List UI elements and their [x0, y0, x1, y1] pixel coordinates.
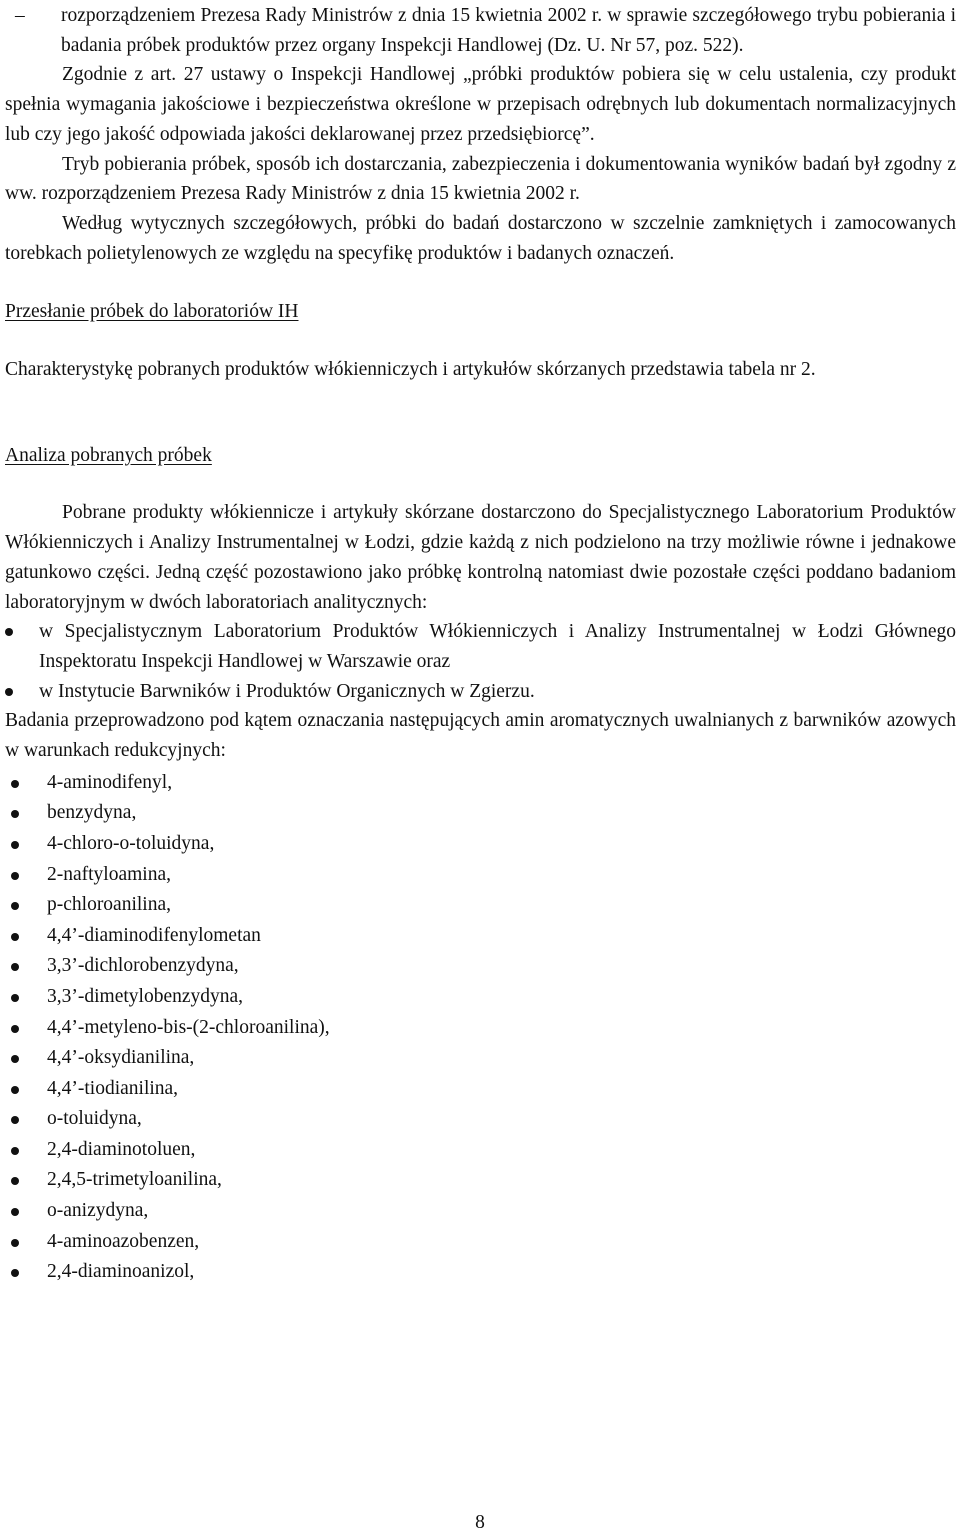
paragraph-badania: Badania przeprowadzono pod kątem oznaczania następujących amin aromatycznych uwalnianych z barwników azowych w warunkach redukcyjnych: [5, 710, 956, 762]
bullet-icon [11, 1055, 19, 1063]
amine-name: 4-chloro-o-toluidyna, [47, 832, 215, 854]
intro-list-item [5, 1, 956, 60]
bullet-icon [11, 780, 19, 788]
amine-item [5, 1257, 956, 1288]
dash-marker: – [15, 5, 25, 26]
laboratories-list [5, 617, 956, 706]
document-page [5, 0, 956, 1288]
lab-item-text: w Instytucie Barwników i Produktów Organicznych w Zgierzu. [39, 680, 535, 702]
amine-item [5, 1074, 956, 1105]
amine-name: 4-aminoazobenzen, [47, 1230, 200, 1252]
bullet-icon [11, 810, 19, 818]
amine-name: 3,3’-dimetylobenzydyna, [47, 985, 244, 1007]
amine-item [5, 982, 956, 1013]
paragraph-zgodnie: Zgodnie z art. 27 ustawy o Inspekcji Handlowej „próbki produktów pobiera się w celu ustalenia, czy produkt spełnia wymagania jakościowe i bezpieczeństwa określone w przepisach odrębnych lub dokumentach normalizacyjnych lub czy jego jakość odpowiada jakości deklarowanej przez przedsiębiorcę”. [5, 64, 956, 145]
bullet-icon [11, 872, 19, 880]
amine-name: 4-aminodifenyl, [47, 771, 173, 793]
amine-name: 2,4-diaminotoluen, [47, 1138, 196, 1160]
lab-item-text: w Specjalistycznym Laboratorium Produktów Włókienniczych i Analizy Instrumentalnej w Łodzi Głównego Inspektoratu Inspekcji Handlowej w Warszawie oraz [39, 621, 956, 672]
amine-name: 3,3’-dichlorobenzydyna, [47, 955, 239, 977]
bullet-icon [11, 1208, 19, 1216]
paragraph-charakterystyka: Charakterystykę pobranych produktów włókienniczych i artykułów skórzanych przedstawia tabela nr 2. [5, 359, 816, 381]
bullet-icon [11, 841, 19, 849]
amine-name: 2,4-diaminoanizol, [47, 1261, 195, 1283]
amine-item [5, 1165, 956, 1196]
amine-name: 4,4’-diaminodifenylometan [47, 924, 261, 946]
bullet-icon [11, 902, 19, 910]
amine-name: p-chloroanilina, [47, 894, 171, 916]
bullet-icon [11, 1147, 19, 1155]
bullet-icon [11, 1116, 19, 1124]
amine-item [5, 798, 956, 829]
lab-item [5, 677, 956, 707]
amine-item [5, 1104, 956, 1135]
amine-name: 2,4,5-trimetyloanilina, [47, 1169, 222, 1191]
section-heading-analiza: Analiza pobranych próbek [5, 444, 212, 466]
amines-list [5, 768, 956, 1288]
bullet-icon [11, 1269, 19, 1277]
amine-name: 4,4’-oksydianilina, [47, 1047, 195, 1069]
amine-item [5, 1196, 956, 1227]
bullet-icon [11, 1177, 19, 1185]
page-number: 8 [475, 1512, 485, 1533]
bullet-icon [11, 1239, 19, 1247]
amine-item [5, 1043, 956, 1074]
amine-item [5, 921, 956, 952]
amine-name: o-toluidyna, [47, 1108, 142, 1130]
paragraph-pobrane: Pobrane produkty włókiennicze i artykuły skórzane dostarczono do Specjalistycznego Laboratorium Produktów Włókienniczych i Analizy Instrumentalnej w Łodzi, gdzie każdą z nich podzielono na trzy możliwie równe i jednakowe gatunkowo części. Jedną część pozostawiono jako próbkę kontrolną natomiast dwie pozostałe części poddano badaniom laboratoryjnym w dwóch laboratoriach analitycznych: [5, 502, 956, 613]
paragraph-wedlug: Według wytycznych szczegółowych, próbki do badań dostarczono w szczelnie zamkniętych i zamocowanych torebkach polietylenowych ze względu na specyfikę produktów i badanych oznaczeń. [5, 212, 956, 264]
bullet-icon [5, 688, 13, 696]
bullet-icon [11, 1086, 19, 1094]
section-heading-przeslanie: Przesłanie próbek do laboratoriów IH [5, 301, 299, 323]
amine-item [5, 1135, 956, 1166]
amine-item [5, 890, 956, 921]
bullet-icon [5, 628, 13, 636]
bullet-icon [11, 1025, 19, 1033]
amine-item [5, 768, 956, 799]
amine-item [5, 1227, 956, 1258]
amine-name: 4,4’-tiodianilina, [47, 1077, 179, 1099]
amine-name: o-anizydyna, [47, 1200, 149, 1222]
amine-name: 4,4’-metyleno-bis-(2-chloroanilina), [47, 1016, 330, 1038]
amine-item [5, 951, 956, 982]
lab-item [5, 617, 956, 676]
amine-name: 2-naftyloamina, [47, 863, 171, 885]
intro-item-text: rozporządzeniem Prezesa Rady Ministrów z dnia 15 kwietnia 2002 r. w sprawie szczegółowego trybu pobierania i badania próbek produktów przez organy Inspekcji Handlowej (Dz. U. Nr 57, poz. 522). [61, 5, 956, 56]
bullet-icon [11, 994, 19, 1002]
amine-item [5, 1013, 956, 1044]
amine-item [5, 829, 956, 860]
paragraph-tryb: Tryb pobierania próbek, sposób ich dostarczania, zabezpieczenia i dokumentowania wyników badań był zgodny z ww. rozporządzeniem Prezesa Rady Ministrów z dnia 15 kwietnia 2002 r. [5, 153, 956, 205]
amine-item [5, 860, 956, 891]
bullet-icon [11, 963, 19, 971]
bullet-icon [11, 933, 19, 941]
amine-name: benzydyna, [47, 802, 137, 824]
